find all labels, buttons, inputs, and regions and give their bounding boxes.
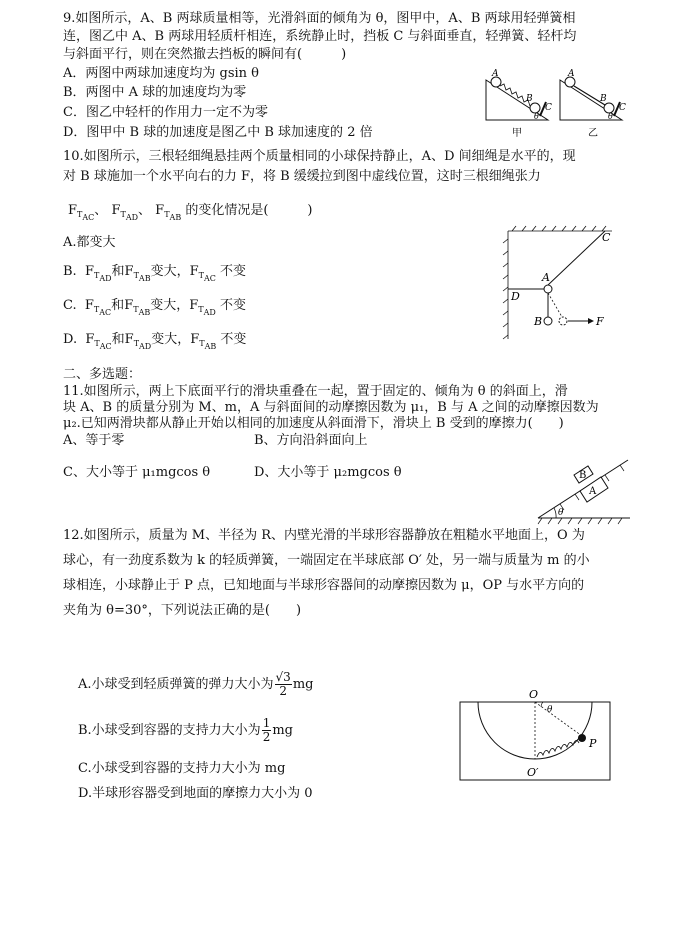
- ceiling-hatch: [508, 226, 612, 231]
- fraction-sqrt3-over-2: $\frac{√3}{2}$: [275, 670, 291, 698]
- label-b: B: [534, 315, 543, 328]
- label-p: P: [589, 737, 597, 750]
- q10-option-b: B. $F_{T_{AD}}$和$F_{T_{AB}}$变大，$F_{T_{AC}}$ 不变: [63, 264, 247, 283]
- label-o-prime: O′: [527, 766, 539, 779]
- label-b-left: B: [526, 94, 533, 104]
- q11-line-3: μ₂.已知两滑块都从静止开始以相同的加速度从斜面滑下，滑块上 B 受到的摩擦力( ): [63, 416, 564, 431]
- label-o: O: [529, 688, 539, 701]
- q10-figure: [500, 225, 620, 345]
- q11-figure: [530, 440, 635, 528]
- label-block-a: A: [589, 486, 597, 497]
- label-jia: 甲: [512, 128, 522, 139]
- q10-line-2: 对 B 球施加一个水平向右的力 F，将 B 缓缓拉到图中虚线位置，这时三根细绳张力: [63, 169, 541, 184]
- q9-option-a: A．两图中两球加速度均为 gsin θ: [63, 66, 260, 81]
- label-a: A: [542, 271, 550, 284]
- wall-hatch: [503, 231, 508, 339]
- q10-option-c: C. $F_{T_{AC}}$和$F_{T_{AB}}$变大，$F_{T_{AD}}$ 不变: [63, 298, 246, 317]
- label-c: C: [602, 231, 611, 244]
- ground-hatch: [538, 518, 622, 524]
- rope-ac: [548, 231, 605, 285]
- label-b-right: B: [600, 94, 607, 104]
- q12-line-3: 球相连，小球静止于 P 点，已知地面与半球形容器间的动摩擦因数为 μ，OP 与水平方向的: [63, 578, 585, 593]
- ball-b: [544, 317, 552, 325]
- q11-option-a: A、等于零: [63, 433, 125, 448]
- label-theta: θ: [547, 705, 553, 715]
- label-theta-left: θ: [534, 112, 539, 121]
- label-theta: θ: [558, 508, 564, 518]
- q11-line-2: 块 A、B 的质量分别为 M、m，A 与斜面间的动摩擦因数为 μ₁，B 与 A 之间的动摩擦因数为: [63, 400, 599, 415]
- q11-option-b: B、方向沿斜面向上: [254, 433, 368, 448]
- label-d: D: [511, 290, 520, 303]
- q10-option-d: D. $F_{T_{AC}}$和$F_{T_{AD}}$变大，$F_{T_{AB}}$ 不变: [63, 332, 247, 351]
- ball-a: [544, 285, 552, 293]
- section-multi-choice: 二、多选题：: [63, 367, 142, 382]
- q12-line-4: 夹角为 θ=30°，下列说法正确的是( ): [63, 603, 302, 618]
- q10-option-a: A.都变大: [63, 235, 116, 250]
- label-c-right: C: [619, 103, 626, 113]
- q11-option-c: C、大小等于 μ₁mgcos θ: [63, 465, 211, 480]
- q10-ask: $F_{T_{AC}}$、 $F_{T_{AD}}$、 $F_{T_{AB}}$ 的变化情况是( ): [68, 203, 313, 222]
- label-block-b: B: [579, 470, 587, 481]
- ball-p: [578, 734, 586, 742]
- rope-ab-dashed: [548, 293, 562, 317]
- label-c-left: C: [545, 103, 552, 113]
- q9-line-2: 连，图乙中 A、B 两球用轻质杆相连，系统静止时，挡板 C 与斜面垂直，轻弹簧、轻杆均: [63, 29, 577, 44]
- q9-figure: [478, 68, 638, 148]
- q12-option-d: D.半球形容器受到地面的摩擦力大小为 0: [78, 786, 313, 801]
- ball-b-dashed: [559, 317, 567, 325]
- q12-option-c: C.小球受到容器的支持力大小为 mg: [78, 761, 286, 776]
- q9-option-b: B．两图中 A 球的加速度均为零: [63, 85, 247, 100]
- radius-op: [535, 702, 582, 736]
- q12-figure: [455, 685, 615, 785]
- q12-line-2: 球心，有一劲度系数为 k 的轻质弹簧，一端固定在半球底部 O′ 处，另一端与质量为 m 的小: [63, 553, 590, 568]
- q12-option-a: A.小球受到轻质弹簧的弹力大小为 $\frac{√3}{2}$ mg: [78, 670, 314, 698]
- q11-option-d: D、大小等于 μ₂mgcos θ: [254, 465, 402, 480]
- force-arrowhead: [588, 318, 594, 324]
- q12-line-1: 12.如图所示，质量为 M、半径为 R、内壁光滑的半球形容器静放在粗糙水平地面上，O 为: [63, 528, 585, 543]
- label-a-left: A: [492, 69, 499, 79]
- q9-option-d: D．图甲中 B 球的加速度是图乙中 B 球加速度的 2 倍: [63, 125, 373, 140]
- theta-arc: [541, 702, 543, 707]
- q9-option-c: C．图乙中轻杆的作用力一定不为零: [63, 105, 268, 120]
- q12-option-b: B.小球受到容器的支持力大小为 $\frac{1}{2}$ mg: [78, 716, 293, 744]
- q11-line-1: 11.如图所示，两上下底面平行的滑块重叠在一起，置于固定的、倾角为 θ 的斜面上，滑: [63, 384, 568, 399]
- q9-line-3: 与斜面平行，则在突然撤去挡板的瞬间有( ): [63, 47, 347, 62]
- label-theta-right: θ: [608, 112, 613, 121]
- fraction-1-over-2: $\frac{1}{2}$: [262, 716, 271, 744]
- q10-line-1: 10.如图所示，三根轻细绳悬挂两个质量相同的小球保持静止，A、D 间细绳是水平的，现: [63, 149, 576, 164]
- q9-line-1: 9.如图所示，A、B 两球质量相等，光滑斜面的倾角为 θ，图甲中，A、B 两球用轻弹簧相: [63, 11, 576, 26]
- label-a-right: A: [568, 69, 575, 79]
- label-yi: 乙: [588, 128, 598, 139]
- label-f: F: [596, 315, 604, 328]
- angle-arc: [554, 508, 556, 518]
